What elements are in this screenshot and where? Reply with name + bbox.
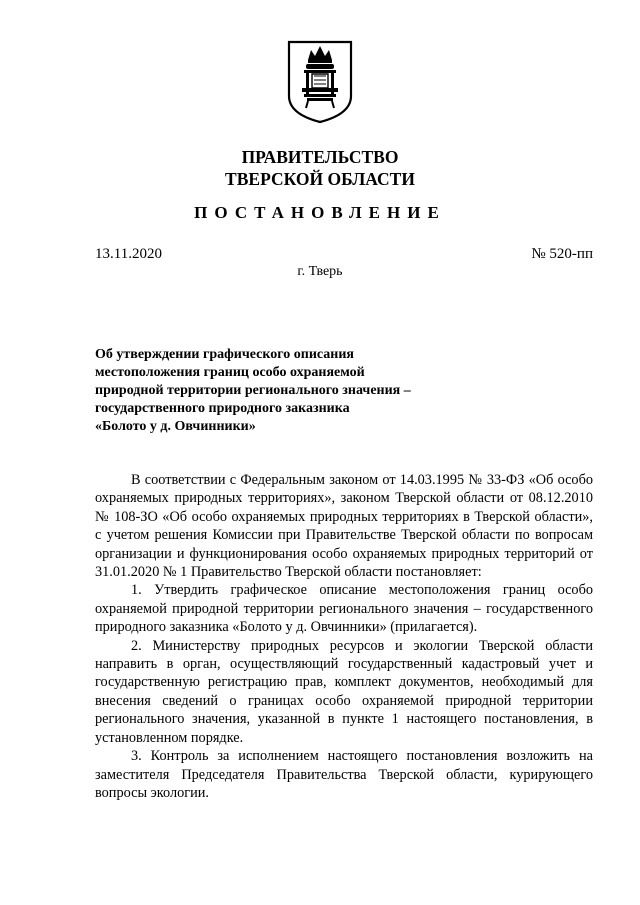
body-paragraph-preamble: В соответствии с Федеральным законом от 14.03.1995 № 33-ФЗ «Об особо охраняемых природных территориях», законом Тверской области от 08.12.2010 № 108-ЗО «Об особо охраняемых природных территориях в Тверской области», с учетом решения Комиссии при Правительстве Тверской области по вопросам организации и функционирования особо охраняемых природных территорий от 31.01.2020 № 1 Правительство Тверской области постановляет:: [95, 472, 593, 581]
coat-of-arms-emblem-icon: [286, 40, 354, 124]
document-subject: [95, 346, 455, 436]
subject-line: местоположения границ особо охраняемой: [95, 365, 365, 380]
body-paragraph-item-3: 3. Контроль за исполнением настоящего постановления возложить на заместителя Председателя Правительства Тверской области, курирующего вопросы экологии.: [95, 748, 593, 801]
document-body: [95, 471, 593, 802]
body-paragraph-item-1: 1. Утвердить графическое описание местоположения границ особо охраняемой природной территории регионального значения – государственного природного заказника «Болото у д. Овчинники» (прилагается).: [95, 582, 593, 636]
organization-name-line-2: ТВЕРСКОЙ ОБЛАСТИ: [225, 169, 415, 189]
document-type-title: ПОСТАНОВЛЕНИЕ: [194, 203, 446, 222]
subject-line: государственного природного заказника: [95, 401, 350, 416]
document-number: № 520-пп: [531, 246, 593, 262]
document-date: 13.11.2020: [95, 246, 162, 262]
subject-line: природной территории регионального значения –: [95, 383, 411, 398]
body-paragraph-item-2: 2. Министерству природных ресурсов и экологии Тверской области направить в орган, осуществляющий государственный кадастровый учет и государственную регистрацию прав, комплект документов, необходимый для внесения сведений о границах особо охраняемой природной территории регионального значения, указанной в пункте 1 настоящего постановления, в установленном порядке.: [95, 637, 593, 746]
organization-name-line-1: ПРАВИТЕЛЬСТВО: [241, 147, 399, 167]
document-city: г. Тверь: [297, 264, 343, 279]
subject-line: «Болото у д. Овчинники»: [95, 419, 256, 434]
subject-line: Об утверждении графического описания: [95, 347, 354, 362]
